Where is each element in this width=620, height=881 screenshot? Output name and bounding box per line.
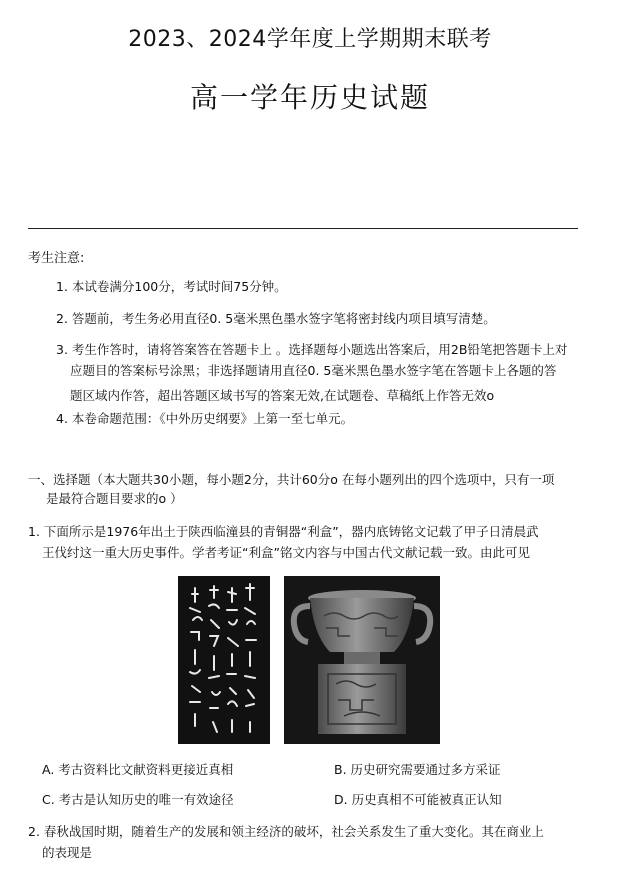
section-heading-cont: 是最符合题目要求的o ）	[46, 491, 183, 506]
exam-title: 2023、2024学年度上学期期末联考	[128, 27, 492, 52]
question-2-stem: 2. 春秋战国时期，随着生产的发展和领主经济的破坏，社会关系发生了重大变化。其在商业上	[28, 824, 544, 839]
option-c[interactable]: C. 考古是认知历史的唯一有效途径	[42, 792, 234, 807]
notice-heading: 考生注意:	[28, 251, 85, 266]
bronze-vessel-image	[284, 576, 440, 744]
notice-item: 3. 考生作答时，请将答案答在答题卡上 。选择题每小题选出答案后，用2B铅笔把答题卡上对	[56, 342, 568, 357]
bronze-vessel-drawing	[284, 576, 440, 744]
notice-item-cont: 应题目的答案标号涂黑；非选择题请用直径0. 5毫米黑色墨水签字笔在答题卡上各题的答	[70, 363, 557, 378]
notice-item: 1. 本试卷满分100分，考试时间75分钟。	[56, 279, 287, 294]
option-b[interactable]: B. 历史研究需要通过多方采证	[334, 762, 501, 777]
question-2-stem-cont: 的表现是	[42, 845, 93, 860]
divider-line	[28, 228, 578, 229]
notice-item: 4. 本卷命题范围：《中外历史纲要》上第一至七单元。	[56, 411, 354, 426]
option-a[interactable]: A. 考古资料比文献资料更接近真相	[42, 762, 234, 777]
inscription-glyphs	[178, 576, 270, 744]
notice-item: 2. 答题前，考生务必用直径0. 5毫米黑色墨水签字笔将密封线内项目填写清楚。	[56, 311, 496, 326]
paper-title: 高一学年历史试题	[189, 81, 430, 114]
section-heading: 一、选择题（本大题共30小题，每小题2分，共计60分o 在每小题列出的四个选项中，只有一项	[28, 472, 555, 487]
inscription-rubbing-image	[178, 576, 270, 744]
question-1-stem: 1. 下面所示是1976年出土于陕西临潼县的青铜器“利盒”，器内底铸铭文记载了甲子日清晨武	[28, 524, 539, 539]
notice-item-cont: 题区域内作答，超出答题区域书写的答案无效,在试题卷、草稿纸上作答无效o	[70, 388, 495, 403]
option-d[interactable]: D. 历史真相不可能被真正认知	[334, 792, 502, 807]
question-1-stem-cont: 王伐纣这一重大历史事件。学者考证“利盒”铭文内容与中国古代文献记载一致。由此可见	[42, 545, 530, 560]
